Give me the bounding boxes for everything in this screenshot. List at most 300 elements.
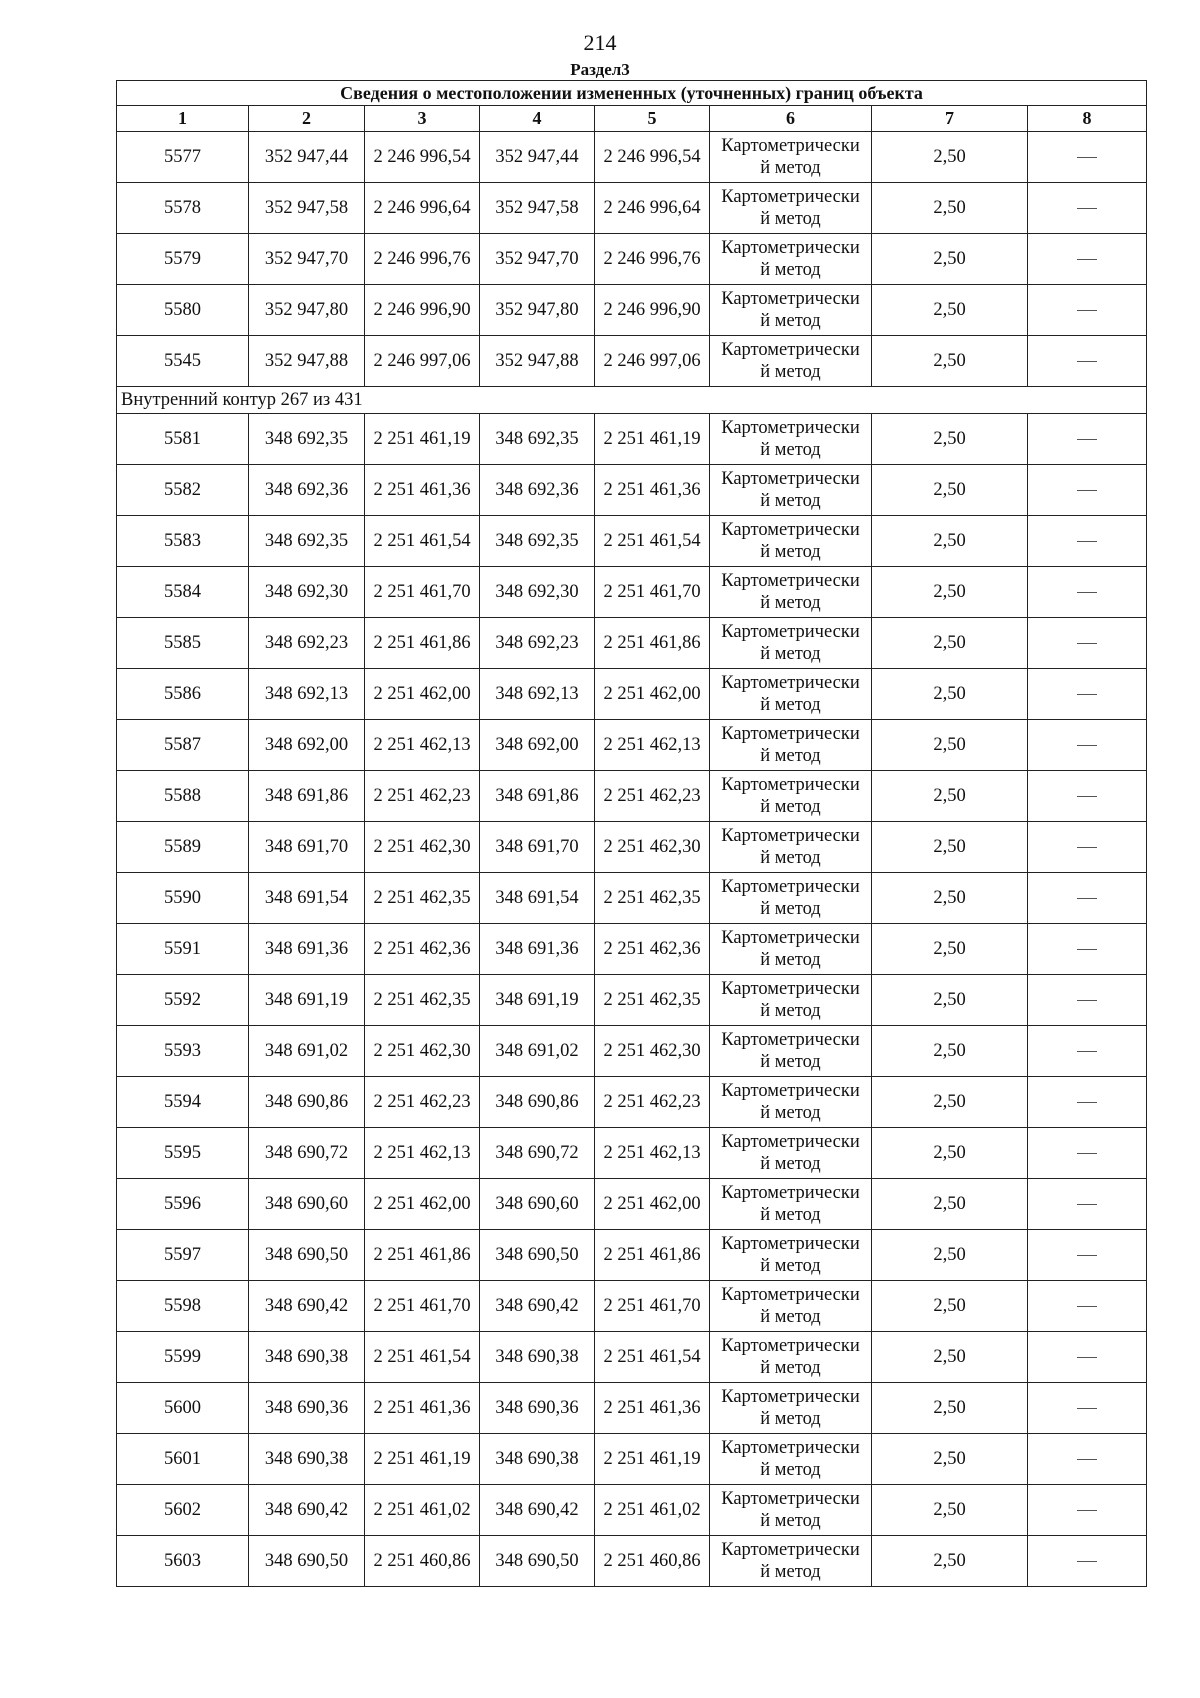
x-new-cell: 348 690,38: [480, 1434, 595, 1485]
y-old-cell: 2 251 462,00: [365, 669, 480, 720]
y-new-cell: 2 251 461,54: [595, 1332, 710, 1383]
method-line: й метод: [760, 950, 821, 970]
y-old-cell: 2 251 462,35: [365, 873, 480, 924]
y-old-cell: 2 246 997,06: [365, 336, 480, 387]
x-new-cell: 348 691,02: [480, 1026, 595, 1077]
x-new-cell: 348 690,72: [480, 1128, 595, 1179]
y-old-cell: 2 251 462,30: [365, 1026, 480, 1077]
x-new-cell: 352 947,70: [480, 234, 595, 285]
empty-value-cell: [1028, 1026, 1147, 1077]
method-cell: [710, 924, 872, 975]
method-line: Картометрически: [721, 928, 860, 948]
dash-icon: [1077, 745, 1097, 746]
dash-icon: [1077, 1204, 1097, 1205]
y-new-cell: 2 251 461,54: [595, 516, 710, 567]
accuracy-cell: 2,50: [872, 516, 1028, 567]
method-cell: [710, 1536, 872, 1587]
dash-icon: [1077, 1000, 1097, 1001]
x-old-cell: 348 692,13: [249, 669, 365, 720]
y-new-cell: 2 251 461,86: [595, 1230, 710, 1281]
accuracy-cell: 2,50: [872, 1332, 1028, 1383]
empty-value-cell: [1028, 1128, 1147, 1179]
x-old-cell: 352 947,58: [249, 183, 365, 234]
point-number-cell: 5589: [117, 822, 249, 873]
table-row: [117, 1281, 1147, 1332]
column-number-row: [117, 106, 1147, 132]
table-row: [117, 822, 1147, 873]
method-line: Картометрически: [721, 289, 860, 309]
table-row: [117, 924, 1147, 975]
column-number: 5: [595, 106, 710, 132]
x-new-cell: 348 690,50: [480, 1536, 595, 1587]
y-new-cell: 2 251 461,86: [595, 618, 710, 669]
table-row: [117, 234, 1147, 285]
dash-icon: [1077, 1408, 1097, 1409]
x-old-cell: 348 691,19: [249, 975, 365, 1026]
method-cell: [710, 567, 872, 618]
table-row: [117, 1128, 1147, 1179]
point-number-cell: 5602: [117, 1485, 249, 1536]
y-old-cell: 2 246 996,76: [365, 234, 480, 285]
y-old-cell: 2 251 461,54: [365, 1332, 480, 1383]
y-old-cell: 2 251 462,13: [365, 1128, 480, 1179]
x-old-cell: 348 690,50: [249, 1536, 365, 1587]
y-old-cell: 2 251 462,13: [365, 720, 480, 771]
dash-icon: [1077, 259, 1097, 260]
dash-icon: [1077, 1459, 1097, 1460]
empty-value-cell: [1028, 1383, 1147, 1434]
method-line: й метод: [760, 1409, 821, 1429]
empty-value-cell: [1028, 975, 1147, 1026]
method-line: Картометрически: [721, 1489, 860, 1509]
y-old-cell: 2 251 461,19: [365, 1434, 480, 1485]
method-cell: [710, 132, 872, 183]
empty-value-cell: [1028, 516, 1147, 567]
x-new-cell: 348 691,19: [480, 975, 595, 1026]
dash-icon: [1077, 361, 1097, 362]
empty-value-cell: [1028, 132, 1147, 183]
dash-icon: [1077, 847, 1097, 848]
x-new-cell: 348 691,36: [480, 924, 595, 975]
point-number-cell: 5581: [117, 414, 249, 465]
accuracy-cell: 2,50: [872, 1026, 1028, 1077]
method-cell: [710, 771, 872, 822]
contour-header: [117, 387, 1147, 414]
table-row: [117, 183, 1147, 234]
method-cell: [710, 975, 872, 1026]
boundary-points-table: [116, 80, 1147, 1587]
empty-value-cell: [1028, 1179, 1147, 1230]
x-old-cell: 348 690,36: [249, 1383, 365, 1434]
method-line: Картометрически: [721, 1438, 860, 1458]
point-number-cell: 5583: [117, 516, 249, 567]
column-number: 6: [710, 106, 872, 132]
x-new-cell: 348 692,35: [480, 516, 595, 567]
y-new-cell: 2 251 462,36: [595, 924, 710, 975]
y-new-cell: 2 246 996,54: [595, 132, 710, 183]
x-old-cell: 348 690,42: [249, 1485, 365, 1536]
x-new-cell: 348 691,86: [480, 771, 595, 822]
method-line: Картометрически: [721, 1081, 860, 1101]
x-old-cell: 348 690,38: [249, 1434, 365, 1485]
x-old-cell: 348 690,72: [249, 1128, 365, 1179]
method-line: Картометрически: [721, 1336, 860, 1356]
y-old-cell: 2 251 462,23: [365, 1077, 480, 1128]
x-old-cell: 348 690,60: [249, 1179, 365, 1230]
method-line: й метод: [760, 260, 821, 280]
table-row: [117, 873, 1147, 924]
x-new-cell: 348 692,36: [480, 465, 595, 516]
y-new-cell: 2 251 461,70: [595, 567, 710, 618]
dash-icon: [1077, 643, 1097, 644]
y-old-cell: 2 251 461,54: [365, 516, 480, 567]
method-line: Картометрически: [721, 775, 860, 795]
empty-value-cell: [1028, 1485, 1147, 1536]
point-number-cell: 5603: [117, 1536, 249, 1587]
column-number: 7: [872, 106, 1028, 132]
method-line: й метод: [760, 1358, 821, 1378]
y-new-cell: 2 251 461,36: [595, 465, 710, 516]
method-line: й метод: [760, 644, 821, 664]
method-line: й метод: [760, 1052, 821, 1072]
method-line: Картометрически: [721, 1387, 860, 1407]
point-number-cell: 5595: [117, 1128, 249, 1179]
column-number: 2: [249, 106, 365, 132]
point-number-cell: 5594: [117, 1077, 249, 1128]
y-old-cell: 2 251 461,36: [365, 465, 480, 516]
method-line: Картометрически: [721, 1132, 860, 1152]
point-number-cell: 5582: [117, 465, 249, 516]
method-line: Картометрически: [721, 1030, 860, 1050]
page-number: 214: [583, 30, 617, 55]
accuracy-cell: 2,50: [872, 285, 1028, 336]
method-line: Картометрически: [721, 979, 860, 999]
x-new-cell: 348 691,70: [480, 822, 595, 873]
x-old-cell: 352 947,88: [249, 336, 365, 387]
dash-icon: [1077, 490, 1097, 491]
y-old-cell: 2 251 461,36: [365, 1383, 480, 1434]
x-old-cell: 348 690,50: [249, 1230, 365, 1281]
y-new-cell: 2 251 462,00: [595, 1179, 710, 1230]
y-new-cell: 2 251 461,19: [595, 414, 710, 465]
column-number: 1: [117, 106, 249, 132]
dash-icon: [1077, 694, 1097, 695]
dash-icon: [1077, 1153, 1097, 1154]
y-old-cell: 2 251 462,00: [365, 1179, 480, 1230]
y-old-cell: 2 251 461,86: [365, 1230, 480, 1281]
y-new-cell: 2 246 996,90: [595, 285, 710, 336]
dash-icon: [1077, 208, 1097, 209]
y-old-cell: 2 251 462,35: [365, 975, 480, 1026]
method-cell: [710, 336, 872, 387]
point-number-cell: 5591: [117, 924, 249, 975]
method-line: й метод: [760, 1001, 821, 1021]
empty-value-cell: [1028, 1281, 1147, 1332]
accuracy-cell: 2,50: [872, 465, 1028, 516]
table-row: [117, 516, 1147, 567]
accuracy-cell: 2,50: [872, 1434, 1028, 1485]
y-new-cell: 2 246 996,64: [595, 183, 710, 234]
table-row: [117, 1332, 1147, 1383]
table-row: [117, 771, 1147, 822]
x-old-cell: 348 692,23: [249, 618, 365, 669]
dash-icon: [1077, 1255, 1097, 1256]
x-new-cell: 348 690,42: [480, 1281, 595, 1332]
accuracy-cell: 2,50: [872, 336, 1028, 387]
accuracy-cell: 2,50: [872, 822, 1028, 873]
method-line: й метод: [760, 593, 821, 613]
method-line: Картометрически: [721, 1183, 860, 1203]
x-new-cell: 348 690,38: [480, 1332, 595, 1383]
empty-value-cell: [1028, 1230, 1147, 1281]
accuracy-cell: 2,50: [872, 1281, 1028, 1332]
point-number-cell: 5598: [117, 1281, 249, 1332]
y-new-cell: 2 251 462,35: [595, 873, 710, 924]
method-line: й метод: [760, 746, 821, 766]
table-caption: Сведения о местоположении измененных (уточненных) границ объекта: [117, 81, 1147, 106]
method-cell: [710, 1230, 872, 1281]
empty-value-cell: [1028, 771, 1147, 822]
accuracy-cell: 2,50: [872, 414, 1028, 465]
accuracy-cell: 2,50: [872, 1077, 1028, 1128]
method-cell: [710, 516, 872, 567]
dash-icon: [1077, 1306, 1097, 1307]
y-new-cell: 2 246 997,06: [595, 336, 710, 387]
y-new-cell: 2 251 460,86: [595, 1536, 710, 1587]
table-row: [117, 1536, 1147, 1587]
point-number-cell: 5590: [117, 873, 249, 924]
accuracy-cell: 2,50: [872, 669, 1028, 720]
table-row: [117, 1026, 1147, 1077]
dash-icon: [1077, 310, 1097, 311]
method-line: й метод: [760, 158, 821, 178]
x-old-cell: 348 692,30: [249, 567, 365, 618]
empty-value-cell: [1028, 822, 1147, 873]
method-line: й метод: [760, 1256, 821, 1276]
accuracy-cell: 2,50: [872, 873, 1028, 924]
dash-icon: [1077, 439, 1097, 440]
accuracy-cell: 2,50: [872, 1179, 1028, 1230]
method-line: й метод: [760, 1511, 821, 1531]
empty-value-cell: [1028, 465, 1147, 516]
point-number-cell: 5601: [117, 1434, 249, 1485]
dash-icon: [1077, 898, 1097, 899]
y-new-cell: 2 251 462,13: [595, 720, 710, 771]
x-new-cell: 348 692,23: [480, 618, 595, 669]
accuracy-cell: 2,50: [872, 1536, 1028, 1587]
accuracy-cell: 2,50: [872, 720, 1028, 771]
y-new-cell: 2 251 462,35: [595, 975, 710, 1026]
point-number-cell: 5596: [117, 1179, 249, 1230]
point-number-cell: 5579: [117, 234, 249, 285]
method-cell: [710, 618, 872, 669]
point-number-cell: 5600: [117, 1383, 249, 1434]
method-line: Картометрически: [721, 1540, 860, 1560]
accuracy-cell: 2,50: [872, 132, 1028, 183]
accuracy-cell: 2,50: [872, 567, 1028, 618]
y-old-cell: 2 251 461,86: [365, 618, 480, 669]
method-cell: [710, 1128, 872, 1179]
x-new-cell: 352 947,88: [480, 336, 595, 387]
y-new-cell: 2 251 461,36: [595, 1383, 710, 1434]
table-row: [117, 1434, 1147, 1485]
point-number-cell: 5578: [117, 183, 249, 234]
x-new-cell: 348 692,35: [480, 414, 595, 465]
section-title: Раздел3: [570, 60, 630, 79]
point-number-cell: 5597: [117, 1230, 249, 1281]
dash-icon: [1077, 541, 1097, 542]
point-number-cell: 5584: [117, 567, 249, 618]
method-line: й метод: [760, 695, 821, 715]
table-row: [117, 1383, 1147, 1434]
accuracy-cell: 2,50: [872, 618, 1028, 669]
empty-value-cell: [1028, 669, 1147, 720]
table-row: [117, 567, 1147, 618]
x-old-cell: 348 692,36: [249, 465, 365, 516]
dash-icon: [1077, 949, 1097, 950]
x-new-cell: 348 690,86: [480, 1077, 595, 1128]
x-old-cell: 348 691,70: [249, 822, 365, 873]
point-number-cell: 5593: [117, 1026, 249, 1077]
empty-value-cell: [1028, 336, 1147, 387]
method-line: й метод: [760, 1460, 821, 1480]
empty-value-cell: [1028, 1536, 1147, 1587]
y-old-cell: 2 251 462,36: [365, 924, 480, 975]
y-new-cell: 2 251 462,23: [595, 771, 710, 822]
y-old-cell: 2 246 996,90: [365, 285, 480, 336]
dash-icon: [1077, 1102, 1097, 1103]
table-row: [117, 669, 1147, 720]
point-number-cell: 5587: [117, 720, 249, 771]
point-number-cell: 5588: [117, 771, 249, 822]
y-old-cell: 2 246 996,54: [365, 132, 480, 183]
empty-value-cell: [1028, 618, 1147, 669]
table-row: [117, 414, 1147, 465]
point-number-cell: 5580: [117, 285, 249, 336]
table-row: [117, 465, 1147, 516]
method-cell: [710, 183, 872, 234]
table-row: [117, 285, 1147, 336]
table-row: [117, 618, 1147, 669]
y-new-cell: 2 251 461,19: [595, 1434, 710, 1485]
y-old-cell: 2 251 460,86: [365, 1536, 480, 1587]
accuracy-cell: 2,50: [872, 1485, 1028, 1536]
accuracy-cell: 2,50: [872, 975, 1028, 1026]
method-line: й метод: [760, 797, 821, 817]
dash-icon: [1077, 592, 1097, 593]
accuracy-cell: 2,50: [872, 924, 1028, 975]
x-new-cell: 348 690,60: [480, 1179, 595, 1230]
x-old-cell: 348 690,38: [249, 1332, 365, 1383]
method-line: Картометрически: [721, 340, 860, 360]
x-old-cell: 352 947,44: [249, 132, 365, 183]
method-cell: [710, 1383, 872, 1434]
method-cell: [710, 414, 872, 465]
x-old-cell: 348 691,02: [249, 1026, 365, 1077]
method-line: Картометрически: [721, 520, 860, 540]
column-number: 3: [365, 106, 480, 132]
x-new-cell: 352 947,58: [480, 183, 595, 234]
empty-value-cell: [1028, 873, 1147, 924]
table-row: [117, 1179, 1147, 1230]
y-new-cell: 2 251 462,00: [595, 669, 710, 720]
method-line: Картометрически: [721, 136, 860, 156]
method-cell: [710, 1434, 872, 1485]
empty-value-cell: [1028, 924, 1147, 975]
point-number-cell: 5586: [117, 669, 249, 720]
method-line: Картометрически: [721, 724, 860, 744]
method-line: й метод: [760, 440, 821, 460]
y-new-cell: 2 251 462,30: [595, 1026, 710, 1077]
x-old-cell: 348 691,54: [249, 873, 365, 924]
contour-label: Внутренний контур 267 из 431: [117, 387, 1147, 414]
x-new-cell: 348 690,42: [480, 1485, 595, 1536]
y-new-cell: 2 251 462,23: [595, 1077, 710, 1128]
x-new-cell: 348 692,13: [480, 669, 595, 720]
method-cell: [710, 465, 872, 516]
dash-icon: [1077, 1357, 1097, 1358]
method-line: й метод: [760, 1562, 821, 1582]
table-row: [117, 975, 1147, 1026]
dash-icon: [1077, 157, 1097, 158]
empty-value-cell: [1028, 285, 1147, 336]
x-old-cell: 348 690,42: [249, 1281, 365, 1332]
method-line: й метод: [760, 1307, 821, 1327]
dash-icon: [1077, 1561, 1097, 1562]
dash-icon: [1077, 796, 1097, 797]
x-new-cell: 348 690,50: [480, 1230, 595, 1281]
point-number-cell: 5599: [117, 1332, 249, 1383]
y-new-cell: 2 251 461,02: [595, 1485, 710, 1536]
x-new-cell: 348 691,54: [480, 873, 595, 924]
x-old-cell: 348 692,35: [249, 414, 365, 465]
method-cell: [710, 720, 872, 771]
method-line: Картометрически: [721, 238, 860, 258]
method-cell: [710, 1077, 872, 1128]
y-old-cell: 2 251 462,30: [365, 822, 480, 873]
point-number-cell: 5545: [117, 336, 249, 387]
column-number: 8: [1028, 106, 1147, 132]
y-new-cell: 2 251 462,30: [595, 822, 710, 873]
method-line: й метод: [760, 1205, 821, 1225]
x-new-cell: 352 947,80: [480, 285, 595, 336]
method-cell: [710, 873, 872, 924]
rows-before-contour: [117, 132, 1147, 387]
empty-value-cell: [1028, 234, 1147, 285]
method-cell: [710, 1281, 872, 1332]
x-old-cell: 348 692,35: [249, 516, 365, 567]
method-cell: [710, 234, 872, 285]
y-old-cell: 2 251 461,70: [365, 1281, 480, 1332]
method-line: Картометрически: [721, 1234, 860, 1254]
x-new-cell: 348 692,30: [480, 567, 595, 618]
dash-icon: [1077, 1510, 1097, 1511]
y-old-cell: 2 246 996,64: [365, 183, 480, 234]
method-line: й метод: [760, 362, 821, 382]
method-cell: [710, 285, 872, 336]
empty-value-cell: [1028, 183, 1147, 234]
accuracy-cell: 2,50: [872, 234, 1028, 285]
table-row: [117, 1230, 1147, 1281]
method-cell: [710, 1179, 872, 1230]
x-old-cell: 348 692,00: [249, 720, 365, 771]
empty-value-cell: [1028, 1434, 1147, 1485]
method-line: Картометрически: [721, 1285, 860, 1305]
table-row: [117, 720, 1147, 771]
accuracy-cell: 2,50: [872, 1128, 1028, 1179]
method-line: Картометрически: [721, 877, 860, 897]
accuracy-cell: 2,50: [872, 1383, 1028, 1434]
